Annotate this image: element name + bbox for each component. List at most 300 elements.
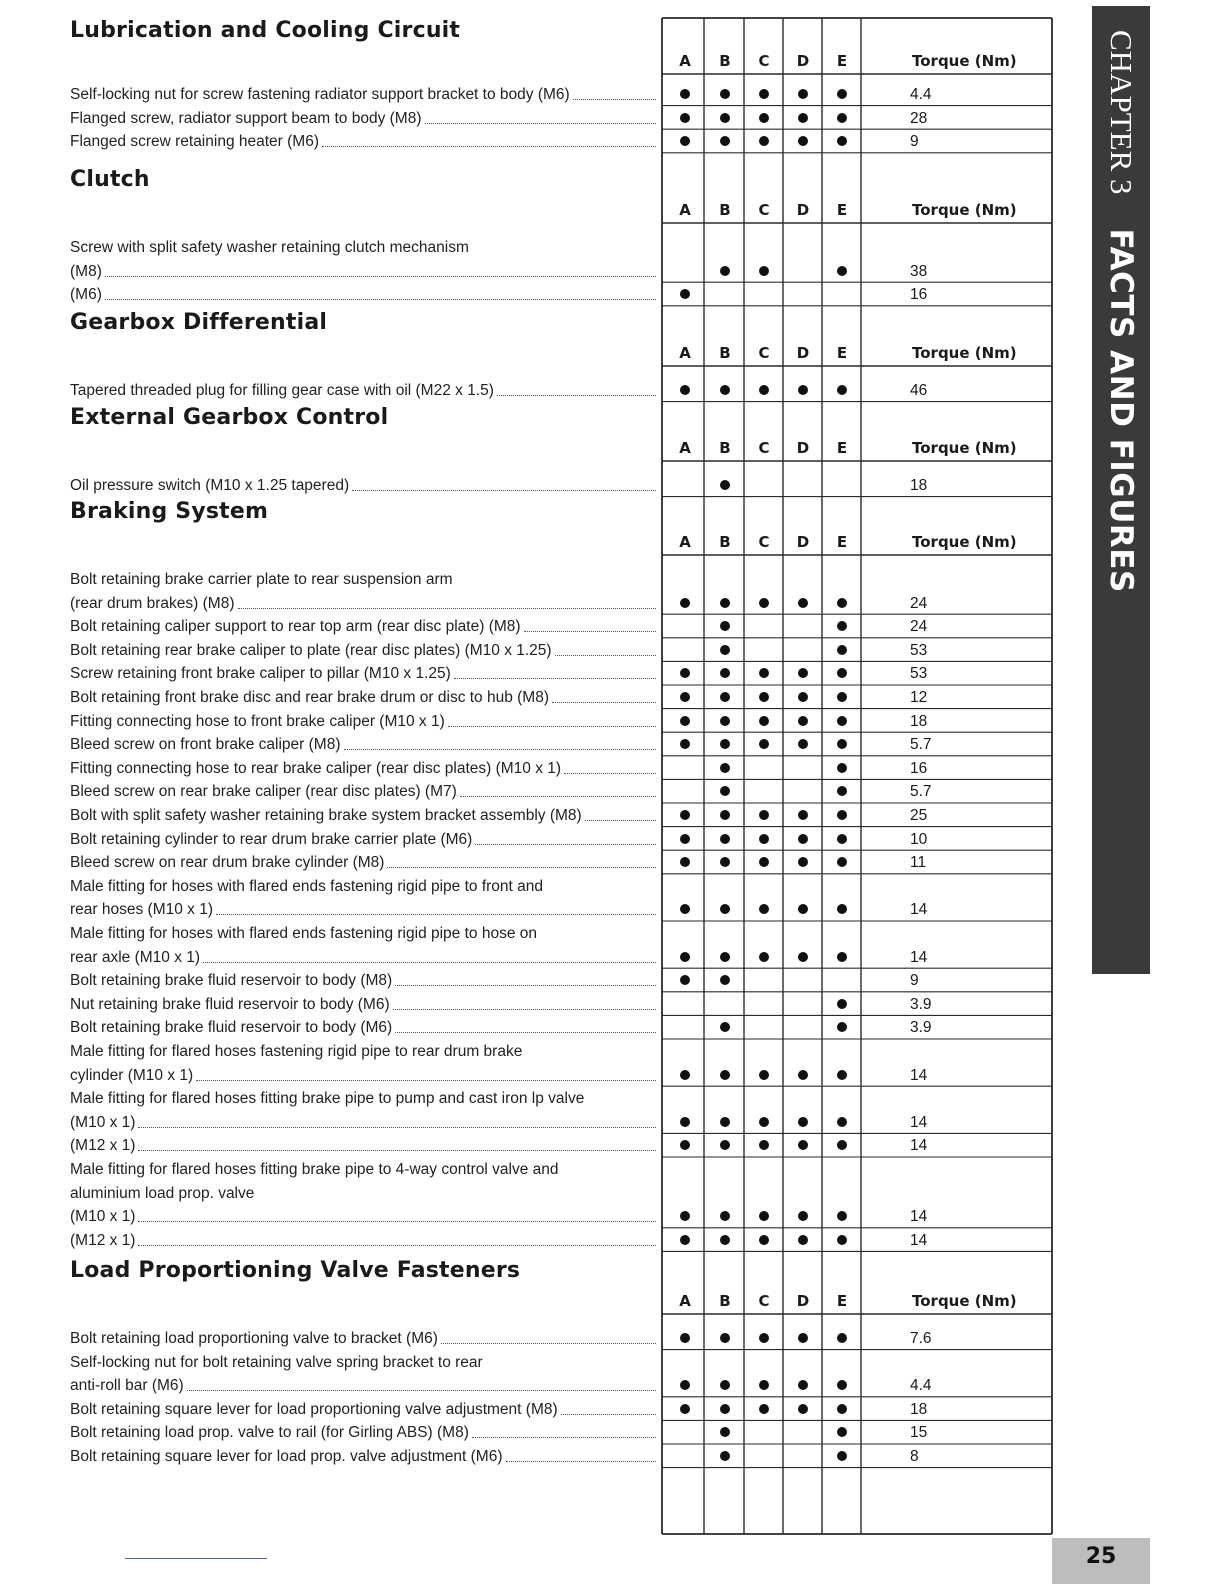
leader-dots [187,1390,656,1391]
torque-value: 9 [910,133,919,151]
spec-description [70,1226,658,1250]
applicability-dot-e [837,266,847,276]
leader-dots [506,1461,657,1462]
column-header-e: E [836,52,848,70]
spec-description [70,127,658,151]
applicability-dot-a [680,904,690,914]
leader-dots [564,773,656,774]
footnote-rule [125,1558,267,1559]
spec-description [70,1395,658,1419]
applicability-dot-c [759,385,769,395]
torque-value: 53 [910,641,928,659]
spec-description-text: Flanged screw, radiator support beam to body (M8) [70,109,422,127]
applicability-dot-a [680,975,690,985]
leader-dots [238,608,657,609]
spec-description [70,777,658,801]
spec-description-text: Bleed screw on rear brake caliper (rear disc plates) (M7) [70,783,457,801]
torque-value: 16 [910,286,928,304]
spec-description [70,1348,658,1372]
applicability-dot-e [837,786,847,796]
leader-dots [138,1221,656,1222]
applicability-dot-e [837,1117,847,1127]
applicability-dot-e [837,385,847,395]
applicability-dot-d [798,1333,808,1343]
applicability-dot-c [759,716,769,726]
applicability-dot-e [837,1380,847,1390]
column-header-b: B [719,344,731,362]
applicability-dot-c [759,857,769,867]
torque-value: 14 [910,948,928,966]
applicability-dot-a [680,1380,690,1390]
applicability-dot-b [720,692,730,702]
column-header-d: D [796,52,810,70]
torque-value: 25 [910,807,928,824]
spec-description [70,104,658,128]
applicability-dot-e [837,136,847,146]
applicability-dot-d [798,692,808,702]
spec-description-text: Fitting connecting hose to front brake caliper (M10 x 1) [70,712,445,730]
applicability-dot-e [837,1070,847,1080]
spec-description-text: Screw retaining front brake caliper to pillar (M10 x 1.25) [70,665,451,683]
applicability-dot-b [720,1235,730,1245]
spec-description [70,612,658,636]
applicability-dot-b [720,1211,730,1221]
applicability-dot-b [720,136,730,146]
applicability-dot-a [680,289,690,299]
spec-description [70,1371,658,1395]
leader-dots [448,726,656,727]
applicability-dot-b [720,857,730,867]
spec-description-text: (M6) [70,286,102,304]
applicability-dot-a [680,692,690,702]
applicability-dot-b [720,645,730,655]
column-header-a: A [679,533,691,551]
column-header-c: C [758,439,770,457]
applicability-dot-d [798,904,808,914]
torque-column-header: Torque (Nm) [912,533,1017,551]
applicability-dot-b [720,385,730,395]
applicability-dot-e [837,716,847,726]
leader-dots [352,490,656,491]
spec-description [70,730,658,754]
torque-value: 28 [910,109,928,127]
spec-description-text: Male fitting for flared hoses fastening rigid pipe to rear drum brake [70,1043,523,1060]
spec-description [70,825,658,849]
applicability-dot-a [680,1333,690,1343]
spec-description-text: Tapered threaded plug for filling gear case with oil (M22 x 1.5) [70,382,494,399]
column-header-a: A [679,344,691,362]
applicability-dot-b [720,975,730,985]
spec-description [70,848,658,872]
applicability-dot-b [720,1022,730,1032]
torque-value: 53 [910,665,928,683]
section-heading: Load Proportioning Valve Fasteners [70,1258,521,1283]
torque-column-header: Torque (Nm) [912,52,1017,70]
section-heading: Lubrication and Cooling Circuit [70,18,461,43]
applicability-dot-a [680,598,690,608]
applicability-dot-d [798,952,808,962]
spec-description [70,1061,658,1085]
applicability-dot-c [759,1211,769,1221]
torque-column-header: Torque (Nm) [912,201,1017,219]
applicability-dot-d [798,385,808,395]
column-header-a: A [679,52,691,70]
applicability-dot-c [759,952,769,962]
spec-description [70,683,658,707]
applicability-dot-e [837,113,847,123]
spec-description-text: rear hoses (M10 x 1) [70,901,213,919]
torque-value: 18 [910,477,928,494]
applicability-dot-a [680,113,690,123]
applicability-dot-a [680,1404,690,1414]
torque-value: 18 [910,1400,928,1418]
leader-dots [561,1414,656,1415]
applicability-dot-e [837,1022,847,1032]
spec-description [70,80,658,104]
applicability-dot-c [759,266,769,276]
applicability-dot-a [680,89,690,99]
spec-description-text: Male fitting for hoses with flared ends fastening rigid pipe to hose on [70,925,537,942]
applicability-dot-d [798,1070,808,1080]
torque-value: 15 [910,1424,928,1442]
spec-description-text: Bolt retaining square lever for load prop. valve adjustment (M6) [70,1448,503,1465]
spec-description [70,943,658,967]
torque-value: 14 [910,1113,928,1131]
applicability-dot-b [720,1427,730,1437]
column-header-d: D [796,439,810,457]
torque-value: 4.4 [910,86,932,103]
applicability-dot-b [720,904,730,914]
leader-dots [105,299,656,300]
leader-dots [203,962,656,963]
torque-value: 24 [910,618,928,636]
applicability-dot-a [680,716,690,726]
applicability-dot-d [798,857,808,867]
torque-value: 10 [910,830,928,848]
spec-description-text: Male fitting for hoses with flared ends fastening rigid pipe to front and [70,877,544,895]
column-header-c: C [758,52,770,70]
torque-column-header: Torque (Nm) [912,439,1017,457]
applicability-dot-c [759,692,769,702]
spec-description-text: (M10 x 1) [70,1208,136,1226]
column-header-c: C [758,1292,770,1310]
column-header-d: D [796,533,810,551]
spec-description-text: cylinder (M10 x 1) [70,1066,194,1084]
applicability-dot-d [798,136,808,146]
applicability-dot-c [759,739,769,749]
section-heading: Braking System [70,499,269,524]
column-header-a: A [679,439,691,457]
spec-description [70,801,658,825]
spec-description-text: aluminium load prop. valve [70,1184,255,1202]
applicability-dot-a [680,1140,690,1150]
applicability-dot-d [798,716,808,726]
leader-dots [216,914,656,915]
column-header-e: E [836,344,848,362]
section-heading: External Gearbox Control [70,405,389,430]
chapter-title: FACTS AND FIGURES [1103,228,1139,593]
spec-description [70,1155,658,1179]
spec-description-text: (M8) [70,262,102,280]
spec-description [70,754,658,778]
torque-value: 4.4 [910,1377,932,1395]
spec-description [70,1418,658,1442]
leader-dots [454,678,656,679]
applicability-dot-b [720,810,730,820]
applicability-dot-d [798,739,808,749]
applicability-dot-b [720,266,730,276]
leader-dots [393,1009,656,1010]
applicability-dot-b [720,1404,730,1414]
spec-description-text: Flanged screw retaining heater (M6) [70,133,319,151]
spec-description [70,966,658,990]
spec-description-text: (M12 x 1) [70,1137,136,1155]
column-header-c: C [758,201,770,219]
column-header-e: E [836,533,848,551]
spec-description [70,1037,658,1061]
leader-dots [425,123,656,124]
leader-dots [138,1150,656,1151]
leader-dots [552,702,656,703]
applicability-dot-b [720,1451,730,1461]
applicability-dot-c [759,1404,769,1414]
spec-description [70,280,658,304]
spec-description [70,659,658,683]
applicability-dot-d [798,113,808,123]
applicability-dot-a [680,810,690,820]
spec-description-text: Male fitting for flared hoses fitting brake pipe to 4-way control valve and [70,1161,559,1178]
spec-description-text: Bolt retaining brake carrier plate to rear suspension arm [70,571,453,588]
section-heading: Clutch [70,167,150,192]
applicability-dot-b [720,480,730,490]
applicability-dot-d [798,89,808,99]
spec-description-text: Bolt retaining load prop. valve to rail (for Girling ABS) (M8) [70,1424,469,1442]
chapter-side-label [1101,30,1141,593]
spec-description [70,589,658,613]
applicability-dot-e [837,668,847,678]
torque-value: 8 [910,1448,919,1465]
torque-value: 14 [910,1066,928,1084]
torque-value: 46 [910,382,928,399]
leader-dots [138,1127,656,1128]
column-header-d: D [796,201,810,219]
torque-value: 14 [910,1137,928,1155]
applicability-dot-e [837,1427,847,1437]
spec-description [70,257,658,281]
applicability-dot-b [720,1117,730,1127]
torque-value: 7.6 [910,1330,932,1347]
spec-description [70,1324,658,1348]
leader-dots [524,631,656,632]
page-number: 25 [1085,1544,1117,1569]
spec-description [70,565,658,589]
torque-value: 38 [910,262,928,280]
spec-description [70,990,658,1014]
applicability-dot-c [759,834,769,844]
applicability-dot-e [837,645,847,655]
applicability-dot-b [720,89,730,99]
applicability-dot-b [720,113,730,123]
applicability-dot-c [759,810,769,820]
applicability-dot-d [798,598,808,608]
applicability-dot-e [837,763,847,773]
applicability-dot-c [759,1140,769,1150]
applicability-dot-a [680,668,690,678]
spec-description-text: Bolt retaining brake fluid reservoir to body (M6) [70,1019,393,1037]
leader-dots [395,1032,656,1033]
spec-description-text: Self-locking nut for screw fastening radiator support bracket to body (M6) [70,86,570,103]
applicability-dot-d [798,810,808,820]
spec-description-text: Bleed screw on rear drum brake cylinder (M8) [70,854,385,872]
column-header-e: E [836,1292,848,1310]
applicability-dot-c [759,668,769,678]
applicability-dot-e [837,999,847,1009]
applicability-dot-e [837,89,847,99]
spec-description [70,919,658,943]
leader-dots [138,1245,656,1246]
spec-description [70,1131,658,1155]
applicability-dot-d [798,1380,808,1390]
spec-description [70,707,658,731]
applicability-dot-e [837,1140,847,1150]
spec-description-text: anti-roll bar (M6) [70,1377,184,1395]
column-header-b: B [719,533,731,551]
applicability-dot-e [837,904,847,914]
spec-description-text: Bolt retaining rear brake caliper to plate (rear disc plates) (M10 x 1.25) [70,641,552,659]
applicability-dot-a [680,1070,690,1080]
torque-value: 3.9 [910,1019,932,1037]
torque-value: 14 [910,901,928,919]
applicability-dot-b [720,763,730,773]
applicability-dot-b [720,834,730,844]
column-header-a: A [679,201,691,219]
applicability-dot-c [759,1333,769,1343]
leader-dots [196,1080,656,1081]
applicability-dot-d [798,1117,808,1127]
column-header-d: D [796,344,810,362]
applicability-dot-e [837,1235,847,1245]
leader-dots [475,844,656,845]
spec-description-text: Bolt retaining load proportioning valve to bracket (M6) [70,1330,438,1347]
applicability-dot-d [798,1211,808,1221]
torque-value: 3.9 [910,995,932,1013]
spec-description-text: Bolt with split safety washer retaining brake system bracket assembly (M8) [70,807,582,824]
applicability-dot-b [720,1140,730,1150]
spec-description [70,1179,658,1203]
applicability-dot-a [680,834,690,844]
torque-value: 24 [910,594,928,612]
applicability-dot-b [720,1333,730,1343]
leader-dots [555,655,656,656]
torque-column-header: Torque (Nm) [912,1292,1017,1310]
column-header-b: B [719,201,731,219]
spec-description-text: Fitting connecting hose to rear brake caliper (rear disc plates) (M10 x 1) [70,759,562,777]
chapter-number: CHAPTER 3 [1104,30,1139,195]
torque-value: 5.7 [910,783,932,801]
spec-description [70,895,658,919]
applicability-dot-e [837,1333,847,1343]
spec-description [70,233,658,257]
column-header-b: B [719,439,731,457]
spec-description-text: rear axle (M10 x 1) [70,948,201,966]
applicability-dot-c [759,1235,769,1245]
spec-description [70,1084,658,1108]
applicability-dot-e [837,810,847,820]
applicability-dot-d [798,668,808,678]
torque-value: 5.7 [910,736,932,754]
column-header-a: A [679,1292,691,1310]
torque-value: 18 [910,712,928,730]
leader-dots [497,395,656,396]
column-header-c: C [758,344,770,362]
column-header-b: B [719,52,731,70]
spec-description [70,872,658,896]
leader-dots [344,749,656,750]
spec-description-text: Nut retaining brake fluid reservoir to body (M6) [70,995,390,1013]
spec-description-text: Oil pressure switch (M10 x 1.25 tapered) [70,477,350,494]
torque-column-header: Torque (Nm) [912,344,1017,362]
applicability-dot-e [837,692,847,702]
applicability-dot-e [837,834,847,844]
leader-dots [460,796,656,797]
spec-description [70,1202,658,1226]
leader-dots [472,1437,656,1438]
spec-description [70,1013,658,1037]
applicability-dot-e [837,1404,847,1414]
applicability-dot-d [798,834,808,844]
torque-value: 14 [910,1231,928,1249]
page-number-box [1052,1538,1150,1584]
spec-description-text: Bolt retaining cylinder to rear drum brake carrier plate (M6) [70,830,473,848]
leader-dots [573,99,656,100]
applicability-dot-c [759,1380,769,1390]
spec-description-text: Bolt retaining front brake disc and rear brake drum or disc to hub (M8) [70,689,550,706]
section-heading: Gearbox Differential [70,310,328,335]
column-header-b: B [719,1292,731,1310]
spec-description-text: Male fitting for flared hoses fitting brake pipe to pump and cast iron lp valve [70,1090,585,1108]
applicability-dot-e [837,621,847,631]
applicability-dot-b [720,621,730,631]
applicability-dot-b [720,668,730,678]
spec-description-text: Screw with split safety washer retaining clutch mechanism [70,239,469,256]
applicability-dot-b [720,1380,730,1390]
applicability-dot-a [680,739,690,749]
torque-value: 14 [910,1208,928,1226]
applicability-dot-e [837,952,847,962]
spec-description [70,1442,658,1466]
column-header-e: E [836,439,848,457]
torque-value: 12 [910,689,928,706]
applicability-dot-c [759,89,769,99]
applicability-dot-d [798,1235,808,1245]
applicability-dot-c [759,904,769,914]
applicability-dot-a [680,136,690,146]
applicability-dot-e [837,1211,847,1221]
leader-dots [387,867,656,868]
applicability-dot-d [798,1140,808,1150]
applicability-dot-a [680,857,690,867]
applicability-dot-e [837,1451,847,1461]
applicability-dot-b [720,739,730,749]
applicability-dot-a [680,1211,690,1221]
torque-value: 16 [910,759,928,777]
applicability-dot-c [759,113,769,123]
torque-value: 9 [910,972,919,990]
applicability-dot-c [759,598,769,608]
spec-description-text: Bolt retaining brake fluid reservoir to body (M8) [70,972,393,990]
applicability-dot-c [759,1070,769,1080]
spec-description [70,636,658,660]
